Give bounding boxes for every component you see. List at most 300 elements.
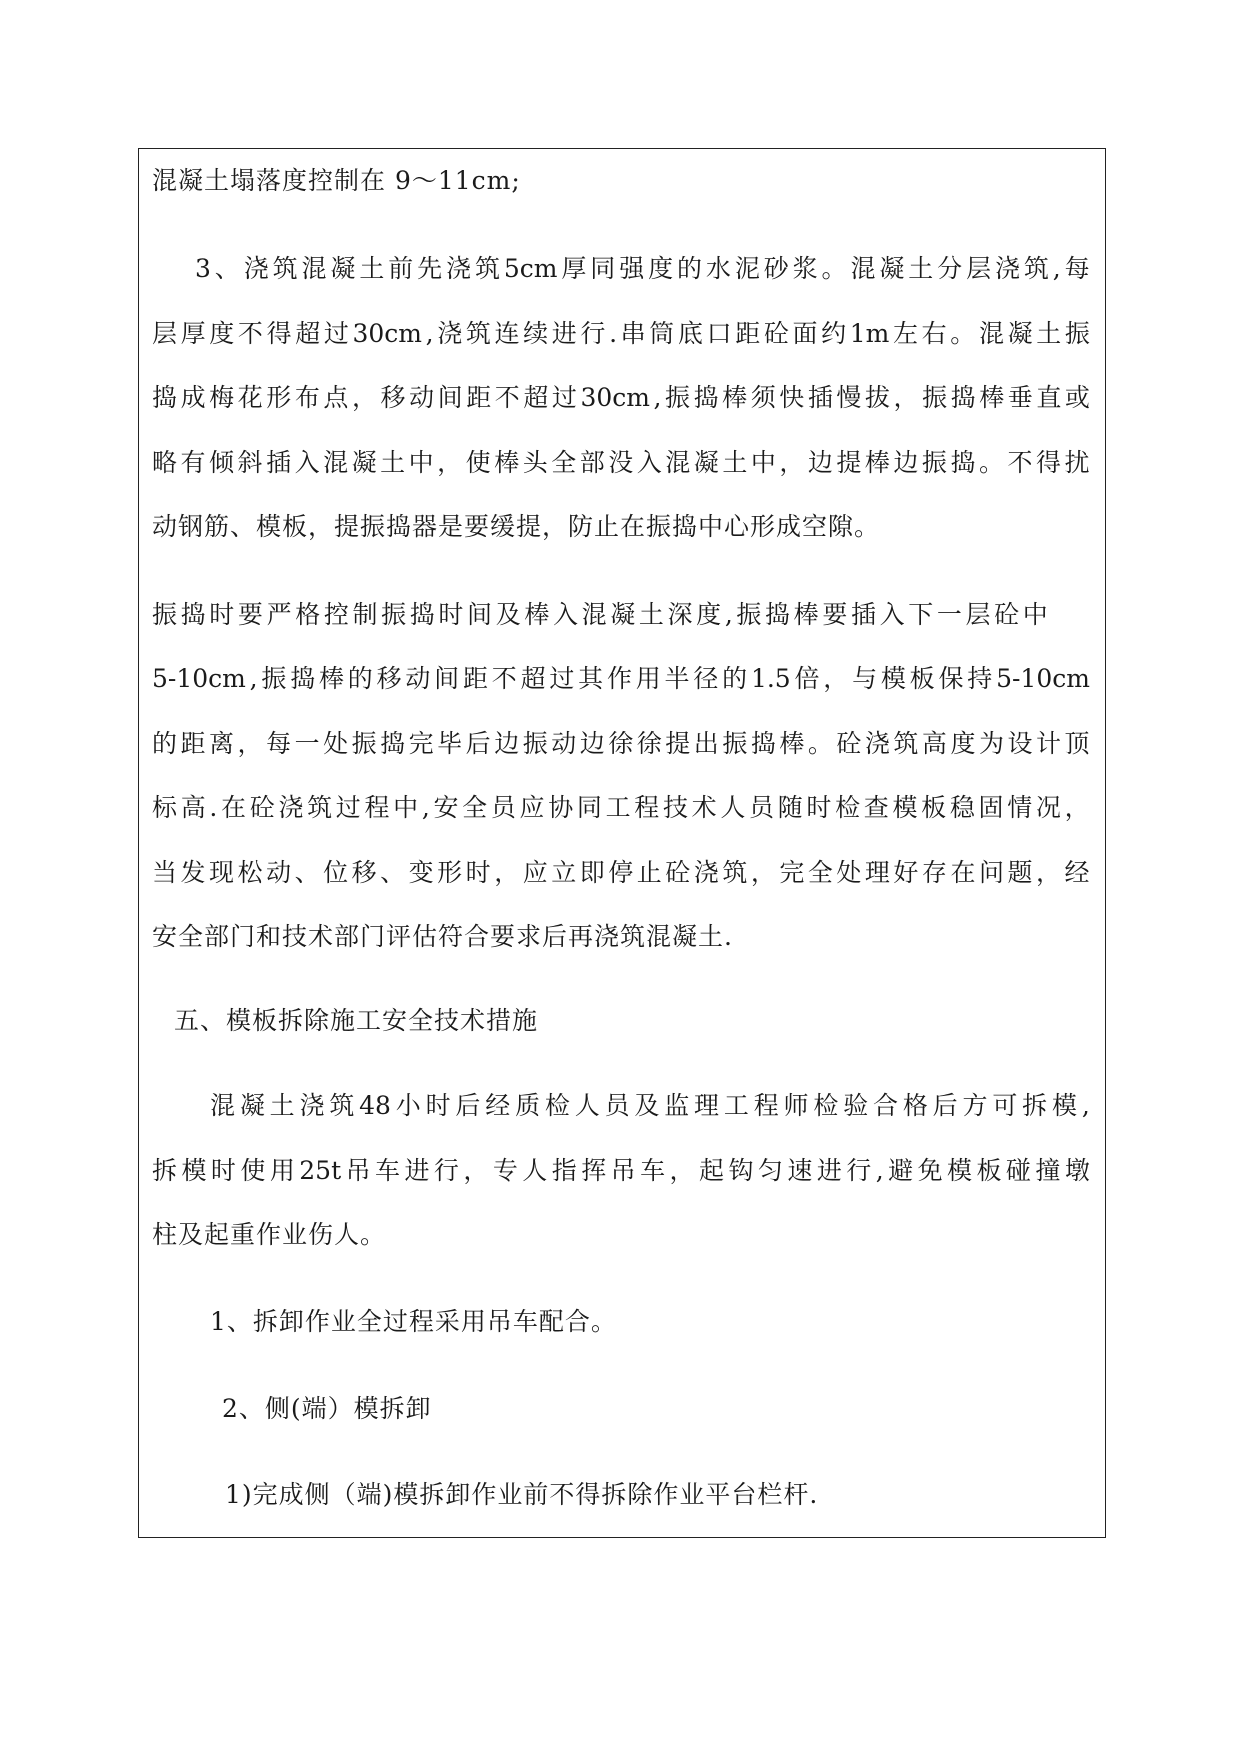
text-chunk: 振 [351,729,377,758]
text-chunk: 严 [266,600,292,629]
text-chunk: 振 [922,383,948,412]
text-chunk: 浇 [437,319,463,348]
text-chunk: 要 [237,600,263,629]
text-chunk: 不 [494,383,520,412]
text-chunk: 捣 [950,383,976,412]
text-chunk: 检 [544,1091,570,1120]
text-chunk: 度 [648,254,674,283]
text-chunk: 间 [437,383,463,412]
text-chunk: 得 [1035,448,1061,477]
text-chunk: 高 [921,729,947,758]
text-chunk: 凝 [693,448,719,477]
text-chunk: 动 [409,383,435,412]
text-chunk: 要 [822,600,848,629]
text-chunk: 行 [846,1156,872,1185]
text-chunk: 人 [720,793,746,822]
text-chunk: 拆 [1022,1091,1048,1120]
text-chunk: 凝 [330,254,356,283]
text-chunk: 形 [437,858,463,887]
text-chunk: 捣 [693,383,719,412]
text-chunk: 快 [779,383,805,412]
text-chunk: 拆 [152,1156,178,1185]
text-chunk: 时 [209,600,235,629]
text-chunk: 混 [665,448,691,477]
text-chunk: 控 [323,600,349,629]
text-chunk: 起 [699,1156,725,1185]
text-chunk: 入 [552,600,578,629]
text-chunk: 毕 [437,729,463,758]
text-chunk: 层 [966,254,992,283]
text-chunk: 5-10cm [152,664,246,693]
text-chunk: 左 [893,319,919,348]
text-chunk: 速 [787,1156,813,1185]
text-chunk: 立 [551,858,577,887]
text-chunk: 浇 [278,793,304,822]
text-chunk: 设 [1007,729,1033,758]
text-chunk: 砼 [836,729,862,758]
text-chunk: 斜 [237,448,263,477]
text-chunk: 或 [1064,383,1090,412]
text-chunk: 凝 [610,600,636,629]
text-chunk: ， [463,1156,489,1185]
text-chunk: 浇 [693,858,719,887]
body-line [210,1089,1090,1123]
text-chunk: 混 [581,600,607,629]
text-chunk: 、 [294,858,320,887]
text-chunk: , [421,793,430,822]
text-chunk: 振 [522,729,548,758]
text-chunk: ， [437,448,463,477]
text-chunk: 安 [433,793,459,822]
body-line: 混凝土塌落度控制在 9～11cm; [152,166,521,195]
text-chunk: 间 [434,664,460,693]
text-chunk: 进 [404,1156,430,1185]
text-chunk: ， [1064,793,1090,822]
text-chunk: 同 [590,254,616,283]
text-chunk: 发 [180,858,206,887]
text-chunk: 行 [433,1156,459,1185]
text-chunk: 1.5 [750,664,791,693]
text-chunk: 完 [408,729,434,758]
text-chunk: 浆 [792,254,818,283]
text-chunk: 移 [376,664,402,693]
text-chunk: 棒 [864,448,890,477]
body-line [152,446,1090,480]
text-chunk: , [653,383,662,412]
text-chunk: 捣 [750,729,776,758]
text-chunk: 理 [694,1091,720,1120]
text-chunk: 全 [462,793,488,822]
text-chunk: 布 [294,383,320,412]
text-chunk: 墩 [1064,1156,1090,1185]
text-chunk: 边 [579,729,605,758]
text-chunk: 半 [664,664,690,693]
text-chunk: 避 [888,1156,914,1185]
text-chunk: 进 [816,1156,842,1185]
text-chunk: 持 [967,664,993,693]
text-chunk: 时 [425,1091,451,1120]
text-chunk: 先 [417,254,443,283]
text-chunk: 师 [783,1091,809,1120]
text-chunk: 可 [992,1091,1018,1120]
text-chunk: 倾 [209,448,235,477]
text-chunk: 合 [873,1091,899,1120]
text-chunk: 棒 [793,600,819,629]
text-chunk: 。 [978,448,1004,477]
text-chunk: 验 [843,1091,869,1120]
text-chunk: 免 [917,1156,943,1185]
text-chunk: 混 [978,319,1004,348]
text-chunk: 振 [736,600,762,629]
text-chunk: 土 [359,254,385,283]
text-chunk: 25t [299,1156,342,1185]
text-chunk: 。 [807,729,833,758]
text-chunk: 使 [465,448,491,477]
text-chunk: 直 [1036,383,1062,412]
text-chunk: 慢 [836,383,862,412]
text-chunk: 串 [620,319,646,348]
body-line [152,598,1048,632]
text-chunk: . [209,793,218,822]
text-chunk: 应 [522,858,548,887]
body-line [152,727,1090,761]
text-chunk: 监 [664,1091,690,1120]
text-chunk: 土 [722,448,748,477]
text-chunk: . [609,319,618,348]
body-line [152,662,1090,696]
text-chunk: 扰 [1064,448,1090,477]
text-chunk: 离 [209,729,235,758]
text-chunk: 程 [634,793,660,822]
text-chunk: 筑 [474,254,500,283]
body-line [152,791,1090,825]
text-chunk: 进 [551,319,577,348]
text-chunk: 棒 [524,600,550,629]
text-chunk: 头 [522,448,548,477]
text-chunk: 员 [490,793,516,822]
body-line [152,1154,1090,1188]
list-item: 1、拆卸作业全过程采用吊车配合。 [210,1307,617,1336]
text-chunk: 筑 [329,1091,355,1120]
text-chunk: 当 [152,858,178,887]
text-chunk: 一 [294,729,320,758]
text-chunk: 完 [779,858,805,887]
text-chunk: 筑 [307,793,333,822]
text-chunk: 即 [579,858,605,887]
text-chunk: 处 [323,729,349,758]
text-chunk: 垂 [1007,383,1033,412]
text-chunk: 板 [976,1156,1002,1185]
body-line [152,856,1090,890]
text-chunk: 花 [237,383,263,412]
text-chunk: 距 [180,729,206,758]
text-chunk: 查 [863,793,889,822]
text-chunk: 土 [908,254,934,283]
text-chunk: 口 [706,319,732,348]
text-chunk: 砼 [994,600,1020,629]
text-chunk: 小 [395,1091,421,1120]
text-chunk: 棒 [722,383,748,412]
text-chunk: 凝 [879,254,905,283]
text-chunk: , [724,600,733,629]
text-chunk: 行 [580,319,606,348]
text-chunk: 动 [405,664,431,693]
text-chunk: 。 [950,319,976,348]
text-chunk: 车 [375,1156,401,1185]
text-chunk: 捣 [950,448,976,477]
text-chunk: 中 [408,448,434,477]
text-chunk: 超 [523,383,549,412]
text-chunk: 时 [210,1156,236,1185]
text-chunk: 度 [209,319,235,348]
text-chunk: 径 [693,664,719,693]
text-chunk: 松 [237,858,263,887]
text-chunk: 不 [1007,448,1033,477]
text-chunk: ， [779,448,805,477]
text-chunk: 倍 [794,664,820,693]
text-chunk: 程 [364,793,390,822]
text-chunk: 过 [549,664,575,693]
text-chunk: 没 [608,448,634,477]
text-chunk: 不 [491,664,517,693]
text-chunk: 经 [485,1091,511,1120]
text-chunk: 工 [723,1091,749,1120]
text-chunk: 过 [551,383,577,412]
text-chunk: 现 [209,858,235,887]
text-chunk: 挥 [581,1156,607,1185]
text-chunk: 插 [850,600,876,629]
text-chunk: 移 [380,383,406,412]
text-chunk: 筑 [1023,254,1049,283]
body-line: 安全部门和技术部门评估符合要求后再浇筑混凝土. [152,922,733,951]
text-chunk: 在 [221,793,247,822]
text-chunk: 梅 [209,383,235,412]
text-chunk: 振 [665,383,691,412]
text-chunk: 标 [152,793,178,822]
body-line: 动钢筋、模板，提振捣器是要缓提，防止在振捣中心形成空隙。 [152,512,881,541]
text-chunk: 水 [705,254,731,283]
text-chunk: 1m [849,319,890,348]
text-chunk: 及 [634,1091,660,1120]
text-chunk: 用 [269,1156,295,1185]
text-chunk: 形 [266,383,292,412]
text-chunk: 面 [792,319,818,348]
text-chunk: 检 [813,1091,839,1120]
text-chunk: 土 [1036,319,1062,348]
text-chunk: 混 [850,254,876,283]
text-chunk: 点 [323,383,349,412]
text-chunk: 固 [978,793,1004,822]
text-chunk: 30cm [352,319,423,348]
body-line: 柱及起重作业伤人。 [152,1220,387,1249]
text-chunk: 徐 [636,729,662,758]
text-chunk: 砼 [249,793,275,822]
text-chunk: 位 [323,858,349,887]
text-chunk: 动 [266,858,292,887]
text-chunk: , [1052,254,1061,283]
text-chunk: 边 [893,448,919,477]
text-chunk: 经 [1064,858,1090,887]
text-chunk: 下 [908,600,934,629]
text-chunk: 格 [295,600,321,629]
text-chunk: 员 [749,793,775,822]
text-chunk: 术 [691,793,717,822]
text-chunk: 每 [266,729,292,758]
text-chunk: 筒 [649,319,675,348]
text-chunk: , [425,319,434,348]
text-chunk: 制 [352,600,378,629]
text-chunk: 成 [180,383,206,412]
text-chunk: 的 [347,664,373,693]
text-chunk: 土 [269,1091,295,1120]
text-chunk: 模 [892,793,918,822]
text-chunk: 撞 [1035,1156,1061,1185]
text-chunk: 、 [214,254,240,283]
text-chunk: 48 [359,1091,391,1120]
text-chunk: 右 [921,319,947,348]
text-chunk: 徐 [608,729,634,758]
text-chunk: 土 [380,448,406,477]
text-chunk: 同 [576,793,602,822]
text-chunk: 检 [835,793,861,822]
text-chunk: 。 [821,254,847,283]
text-chunk: 停 [608,858,634,887]
text-chunk: 浇 [446,254,472,283]
text-chunk: 砼 [665,858,691,887]
text-chunk: 模 [181,1156,207,1185]
text-chunk: 捣 [152,383,178,412]
text-chunk: 程 [753,1091,779,1120]
text-chunk: 混 [323,448,349,477]
text-chunk: 时 [465,858,491,887]
text-chunk: 员 [604,1091,630,1120]
text-chunk: 人 [574,1091,600,1120]
text-chunk: 泥 [734,254,760,283]
text-chunk: 30cm [580,383,650,412]
text-chunk: 出 [693,729,719,758]
text-chunk: 边 [807,448,833,477]
text-chunk: 边 [494,729,520,758]
text-chunk: 距 [735,319,761,348]
text-chunk: 的 [677,254,703,283]
section-heading: 五、模板拆除施工安全技术措施 [174,1006,539,1035]
text-chunk: 筑 [465,319,491,348]
text-chunk: 超 [520,664,546,693]
text-chunk: 匀 [757,1156,783,1185]
text-chunk: 得 [266,319,292,348]
text-chunk: 碰 [1005,1156,1031,1185]
text-chunk: 凝 [239,1091,265,1120]
text-chunk: 插 [266,448,292,477]
text-chunk: ， [237,729,263,758]
body-line [195,252,1090,286]
text-chunk: 须 [750,383,776,412]
text-chunk: 捣 [290,664,316,693]
text-chunk: 题 [1007,858,1033,887]
text-chunk: ， [669,1156,695,1185]
text-chunk: 工 [605,793,631,822]
text-chunk: 模 [947,1156,973,1185]
text-chunk: 时 [438,600,464,629]
text-chunk: 过 [335,793,361,822]
text-chunk: 筑 [722,858,748,887]
text-chunk: 应 [519,793,545,822]
text-chunk: 超 [295,319,321,348]
text-chunk: 使 [240,1156,266,1185]
text-chunk: 底 [677,319,703,348]
text-chunk: 分 [937,254,963,283]
text-chunk: 一 [936,600,962,629]
text-chunk: 吊 [345,1156,371,1185]
text-chunk: 约 [821,319,847,348]
text-chunk: 中 [750,448,776,477]
text-chunk: 稳 [949,793,975,822]
text-chunk: 5cm [503,254,558,283]
text-chunk: ， [494,858,520,887]
text-chunk: 移 [351,858,377,887]
text-chunk: , [875,1156,884,1185]
text-chunk: 为 [978,729,1004,758]
text-chunk: ， [1035,858,1061,887]
text-chunk: ， [893,383,919,412]
text-chunk: 浇 [299,1091,325,1120]
text-chunk: 止 [636,858,662,887]
text-chunk: 拔 [864,383,890,412]
text-chunk: 厚 [180,319,206,348]
text-chunk: 振 [261,664,287,693]
text-chunk: 入 [294,448,320,477]
text-chunk: 质 [515,1091,541,1120]
text-chunk: 筑 [272,254,298,283]
text-chunk: 方 [962,1091,988,1120]
text-chunk: 时 [806,793,832,822]
text-chunk: 高 [180,793,206,822]
text-chunk: 的 [152,729,178,758]
text-chunk: 其 [578,664,604,693]
text-chunk: 连 [494,319,520,348]
text-chunk: 理 [864,858,890,887]
body-line [152,317,1090,351]
text-chunk: 距 [462,664,488,693]
text-chunk: 捣 [409,600,435,629]
text-chunk: , [1081,1091,1090,1120]
body-line [152,381,1090,415]
text-chunk: 不 [237,319,263,348]
text-chunk: 模 [1051,1091,1077,1120]
text-chunk: 全 [551,448,577,477]
text-chunk: ， [823,664,849,693]
text-chunk: 振 [152,600,178,629]
text-chunk: 砂 [763,254,789,283]
text-chunk: 存 [921,858,947,887]
text-chunk: 凝 [1007,319,1033,348]
text-chunk: 间 [467,600,493,629]
text-chunk: 过 [323,319,349,348]
text-chunk: 每 [1064,254,1090,283]
text-chunk: 全 [807,858,833,887]
text-chunk: 插 [807,383,833,412]
text-chunk: 作 [606,664,632,693]
text-chunk: 入 [879,600,905,629]
text-chunk: 层 [152,319,178,348]
text-chunk: 提 [836,448,862,477]
text-chunk: 协 [548,793,574,822]
text-chunk: 振 [722,729,748,758]
text-chunk: 后 [932,1091,958,1120]
text-chunk: 专 [492,1156,518,1185]
text-chunk: 部 [579,448,605,477]
text-chunk: 捣 [180,600,206,629]
